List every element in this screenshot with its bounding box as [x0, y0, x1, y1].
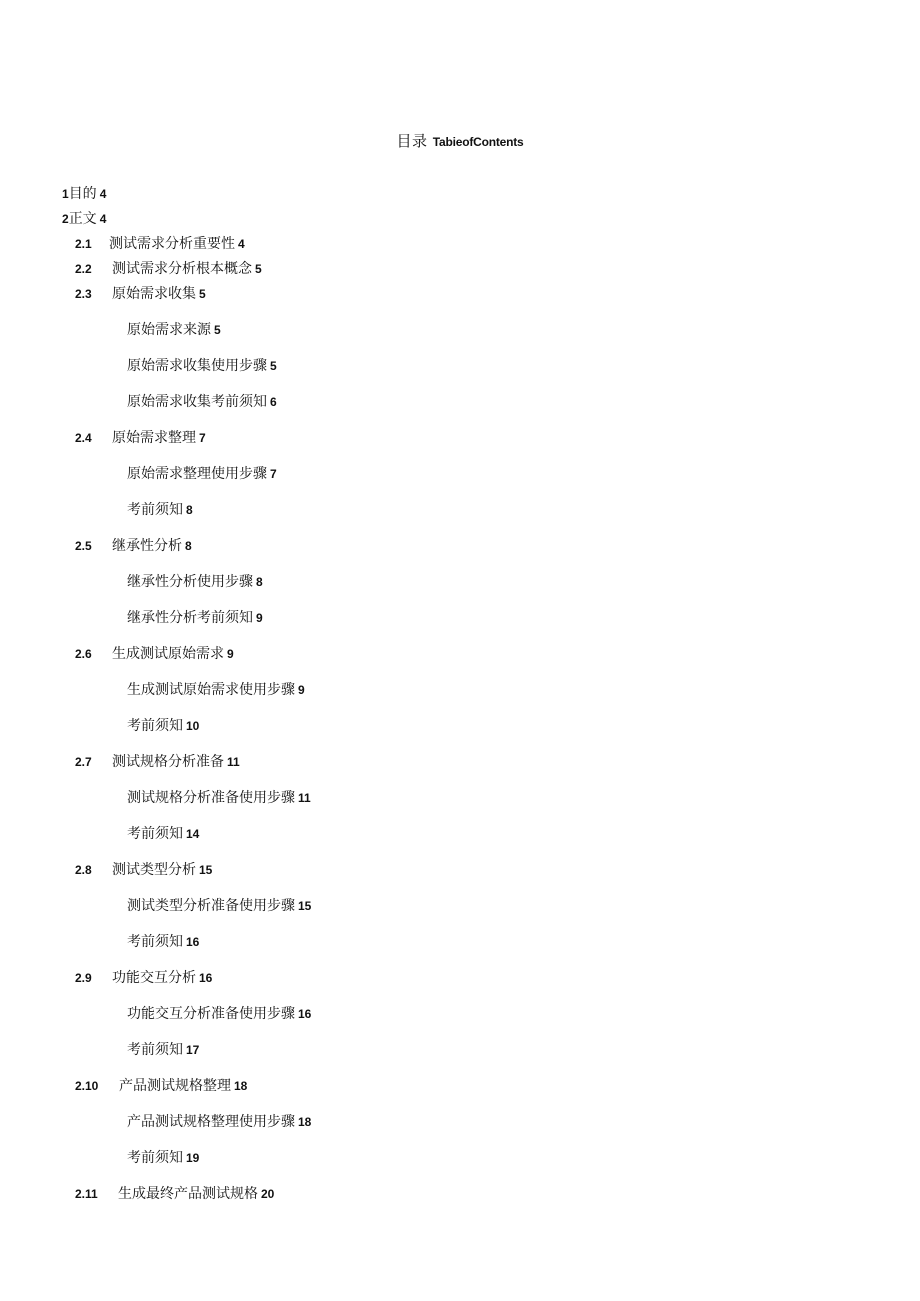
toc-entry-number: 2.4 [75, 431, 92, 445]
toc-subentry[interactable] [127, 465, 277, 483]
toc-entry-2-8[interactable] [75, 861, 212, 879]
toc-entry-number: 2.8 [75, 863, 92, 877]
toc-entry-page: 7 [199, 431, 206, 445]
toc-entry-2-6[interactable] [75, 645, 234, 663]
toc-entry-number: 2.9 [75, 971, 92, 985]
toc-entry-number: 2.11 [75, 1187, 98, 1201]
toc-subentry[interactable] [127, 681, 305, 699]
toc-entry-title: 测试需求分析重要性 [109, 236, 235, 252]
toc-entry-page: 7 [270, 467, 277, 481]
toc-subentry[interactable] [127, 1149, 199, 1167]
toc-entry-page: 16 [199, 971, 213, 985]
toc-entry-number: 2.7 [75, 755, 92, 769]
toc-entry-page: 16 [298, 1007, 312, 1021]
toc-title-cn: 目录 [396, 132, 428, 150]
toc-entry-title: 原始需求来源 [127, 322, 211, 338]
toc-entry-title: 考前须知 [127, 934, 183, 950]
toc-entry-title: 正文 [68, 211, 97, 227]
toc-entry-title: 考前须知 [127, 1042, 183, 1058]
toc-entry-2[interactable] [62, 210, 106, 228]
toc-entry-1[interactable] [62, 185, 106, 203]
toc-entry-title: 继承性分析 [112, 538, 182, 554]
toc-entry-number: 1 [62, 187, 69, 201]
toc-entry-2-4[interactable] [75, 429, 206, 447]
toc-entry-page: 8 [256, 575, 263, 589]
toc-entry-title: 继承性分析考前须知 [127, 610, 253, 626]
toc-entry-title: 测试需求分析根本概念 [112, 261, 252, 277]
toc-entry-title: 生成最终产品测试规格 [118, 1186, 258, 1202]
toc-entry-2-1[interactable] [75, 235, 245, 253]
toc-subentry[interactable] [127, 393, 277, 411]
toc-entry-page: 15 [199, 863, 213, 877]
toc-entry-page: 14 [186, 827, 200, 841]
toc-entry-page: 9 [256, 611, 263, 625]
toc-subentry[interactable] [127, 825, 199, 843]
toc-title [0, 130, 920, 151]
toc-entry-page: 4 [238, 237, 245, 251]
toc-entry-page: 10 [186, 719, 200, 733]
toc-entry-page: 19 [186, 1151, 200, 1165]
toc-entry-2-5[interactable] [75, 537, 192, 555]
toc-subentry[interactable] [127, 789, 311, 807]
toc-entry-page: 9 [298, 683, 305, 697]
toc-entry-number: 2.10 [75, 1079, 99, 1093]
toc-entry-title: 原始需求收集使用步骤 [127, 358, 267, 374]
toc-entry-title: 产品测试规格整理使用步骤 [127, 1114, 295, 1130]
toc-entry-page: 4 [99, 212, 107, 226]
toc-entry-2-11[interactable] [75, 1185, 274, 1203]
toc-entry-page: 15 [298, 899, 312, 913]
toc-entry-title: 原始需求整理 [112, 430, 196, 446]
toc-entry-page: 5 [270, 359, 277, 373]
toc-subentry[interactable] [127, 717, 199, 735]
toc-entry-title: 考前须知 [127, 718, 183, 734]
toc-entry-title: 功能交互分析 [112, 970, 196, 986]
toc-entry-number: 2 [62, 212, 69, 226]
toc-entry-page: 20 [261, 1187, 275, 1201]
toc-entry-page: 4 [99, 187, 107, 201]
toc-entry-title: 考前须知 [127, 502, 183, 518]
toc-entry-page: 8 [185, 539, 192, 553]
toc-subentry[interactable] [127, 573, 263, 591]
toc-entry-2-2[interactable] [75, 260, 262, 278]
toc-entry-2-3[interactable] [75, 285, 206, 303]
toc-entry-title: 继承性分析使用步骤 [127, 574, 253, 590]
toc-entry-page: 9 [227, 647, 234, 661]
toc-subentry[interactable] [127, 897, 311, 915]
toc-entry-title: 测试规格分析准备 [112, 754, 224, 770]
toc-entry-2-10[interactable] [75, 1077, 247, 1095]
toc-entry-page: 8 [186, 503, 193, 517]
toc-entry-page: 16 [186, 935, 200, 949]
toc-entry-page: 6 [270, 395, 277, 409]
toc-subentry[interactable] [127, 357, 277, 375]
toc-entry-page: 5 [255, 262, 262, 276]
toc-entry-title: 功能交互分析准备使用步骤 [127, 1006, 295, 1022]
toc-title-en: TabieofContents [432, 135, 524, 149]
toc-entry-2-9[interactable] [75, 969, 212, 987]
toc-entry-page: 18 [234, 1079, 248, 1093]
toc-entry-number: 2.5 [75, 539, 92, 553]
toc-entry-page: 17 [186, 1043, 200, 1057]
toc-entry-title: 生成测试原始需求 [112, 646, 224, 662]
toc-entry-2-7[interactable] [75, 753, 240, 771]
toc-entry-title: 目的 [68, 186, 97, 202]
toc-entry-page: 11 [298, 791, 311, 805]
toc-entry-page: 5 [199, 287, 206, 301]
toc-entry-number: 2.1 [75, 237, 92, 251]
toc-entry-page: 18 [298, 1115, 312, 1129]
toc-entry-title: 原始需求收集考前须知 [127, 394, 267, 410]
toc-subentry[interactable] [127, 609, 263, 627]
toc-entry-title: 测试类型分析 [112, 862, 196, 878]
toc-subentry[interactable] [127, 1041, 199, 1059]
toc-entry-title: 考前须知 [127, 826, 183, 842]
toc-entry-title: 原始需求收集 [112, 286, 196, 302]
toc-entry-title: 生成测试原始需求使用步骤 [127, 682, 295, 698]
toc-subentry[interactable] [127, 321, 221, 339]
toc-subentry[interactable] [127, 1113, 311, 1131]
toc-entry-number: 2.2 [75, 262, 92, 276]
toc-subentry[interactable] [127, 501, 193, 519]
toc-entry-title: 测试规格分析准备使用步骤 [127, 790, 295, 806]
toc-entry-title: 原始需求整理使用步骤 [127, 466, 267, 482]
toc-subentry[interactable] [127, 933, 199, 951]
toc-entry-page: 11 [227, 755, 240, 769]
toc-subentry[interactable] [127, 1005, 311, 1023]
toc-entry-title: 测试类型分析准备使用步骤 [127, 898, 295, 914]
toc-entry-number: 2.6 [75, 647, 92, 661]
toc-entry-page: 5 [214, 323, 221, 337]
toc-entry-title: 产品测试规格整理 [119, 1078, 231, 1094]
toc-entry-title: 考前须知 [127, 1150, 183, 1166]
toc-entry-number: 2.3 [75, 287, 92, 301]
